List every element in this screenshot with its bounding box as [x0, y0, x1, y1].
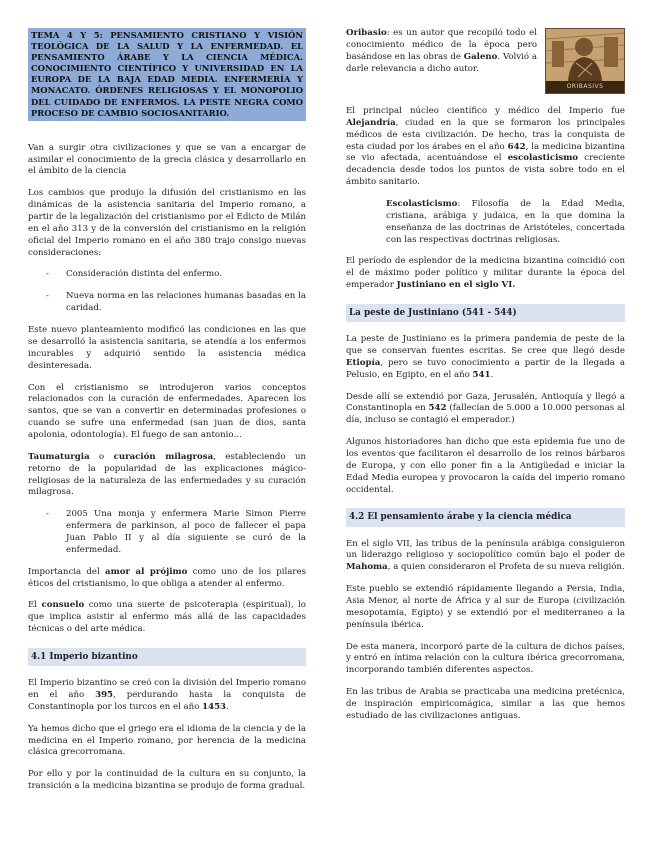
paragraph: Algunos historiadores han dicho que esta epidemia fue uno de los eventos que facilitaron el desarrollo de los reinos bárbaros de Europa, y con ello poner fin a la Antigüedad e iniciar la Edad Media europea y provocaron la caída del imperio romano occidental.	[346, 437, 625, 495]
text-span: , a quien consideraron el Profeta de su nueva religión.	[387, 562, 625, 573]
text-span: La peste de Justiniano es la primera pandemia de peste de la que se conservan fuentes escritas. Se cree que llegó desde	[346, 334, 625, 357]
paragraph: Este nuevo planteamiento modificó las condiciones en las que se desarrolló la asistencia sanitaria, se atendía a los enfermos incurables y adquirió sentido la asistencia médica desinteresada.	[28, 325, 306, 371]
paragraph	[28, 567, 306, 591]
oribasio-block	[346, 28, 625, 94]
bold-term: 395	[95, 689, 114, 700]
text-span: o	[89, 451, 114, 462]
section-heading: 4.2 El pensamiento árabe y la ciencia médica	[346, 508, 625, 526]
text-span: : es un autor que recopiló todo el conocimiento médico de la época pero basándose en las obras de	[346, 28, 537, 62]
text-span: , la medicina bizantina se vio afectada, acentuándose el	[346, 141, 625, 164]
right-column	[346, 28, 625, 733]
paragraph	[28, 600, 306, 636]
definition-paragraph	[386, 199, 625, 246]
paragraph: Con el cristianismo se introdujeron varios conceptos relacionados con la curación de enfermedades. Aparecen los santos, que se van a convertir en determinadas profesiones o cuando se sufre una enfermedad (san juan de dios, santa apolonia, odontología). El fuego de san antonio…	[28, 382, 306, 440]
text-span: : Filosofía de la Edad Media, cristiana, arábiga y judaica, en la que domina la enseñanza de las doctrinas de Aristóteles, concertada con las respectivas doctrinas religiosas.	[386, 199, 625, 245]
text-span: .	[490, 369, 494, 380]
list-item: - Nueva norma en las relaciones humanas basadas en la caridad.	[28, 291, 306, 315]
page-title: TEMA 4 Y 5: PENSAMIENTO CRISTIANO Y VISIÓN TEOLÓGICA DE LA SALUD Y LA ENFERMEDAD. EL PENSAMIENTO ÁRABE Y LA CIENCIA MÉDICA. CONOCIMIENTO CIENTÍFICO Y UNIVERSIDAD EN LA EUROPA DE LA BAJA EDAD MEDIA. ENFERMERÍA Y MONACATO. ÓRDENES RELIGIOSAS Y EL MONOPOLIO DEL CUIDADO DE ENFERMOS. LA PESTE NEGRA COMO PROCESO DE CAMBIO SOCIOSANITARIO.	[28, 28, 306, 121]
list-item: - 2005 Una monja y enfermera Marie Simon Pierre enfermera de parkinson, al poco de fallecer el papa Juan Pablo II y al día siguiente se curó de la enfermedad.	[28, 509, 306, 556]
bold-term: Mahoma	[346, 562, 388, 573]
paragraph	[346, 539, 625, 575]
text-span: como una suerte de psicoterapia (espiritual), lo que implica asistir al enfermo más allá de las capacidades técnicas o del arte médica.	[28, 600, 306, 635]
bold-term: Taumaturgia	[28, 451, 90, 462]
bold-term: consuelo	[41, 600, 85, 611]
text-span: El período de esplendor de la medicina bizantina coincidió con el de máximo poder político y militar durante la época del emperador	[346, 256, 625, 291]
paragraph: Ya hemos dicho que el griego era el idioma de la ciencia y de la medicina en el Imperio romano, por herencia de la medicina clásica grecorromana.	[28, 723, 306, 758]
bold-term: Galeno	[463, 51, 498, 62]
text-span: , pero se tuvo conocimiento a partir de la llegada a Pelusio, en Egipto, en el año	[346, 357, 625, 380]
bold-term: Escolasticismo	[386, 199, 458, 210]
paragraph	[346, 28, 537, 94]
text-span: como uno de los pilares éticos del cristianismo, lo que obliga a atender al enfermo.	[28, 566, 306, 589]
bold-term: 542	[428, 403, 447, 414]
paragraph: De esta manera, incorporó parte de la cultura de dichos países, y entró en íntima relación con la cultura ibérica grecorromana, incorporando también diferentes aspectos.	[346, 641, 625, 676]
bold-term: Alejandría	[346, 117, 396, 128]
text-span: .	[226, 701, 229, 712]
bold-term: Etiopía	[346, 357, 381, 368]
paragraph	[346, 334, 625, 381]
paragraph: Por ello y por la continuidad de la cultura en su conjunto, la transición a la medicina bizantina se produjo de forma gradual.	[28, 769, 306, 792]
section-heading: La peste de Justiniano (541 - 544)	[346, 304, 625, 322]
bold-term: Oribasio	[346, 28, 387, 38]
bold-term: curación milagrosa	[113, 451, 214, 462]
text-span: , estableciendo un retorno de la popularidad de las explicaciones mágico-religiosas de la naturaleza de las enfermedades y su curación milagrosa.	[28, 451, 307, 498]
bullet-list	[28, 269, 306, 315]
paragraph: Los cambios que produjo la difusión del cristianismo en las dinámicas de la asistencia sanitaria del Imperio romano, a partir de la legalización del cristianismo por el Edicto de Milán en el año 313 y de la conversión del cristianismo en la religión oficial del Imperio romano en el año 380 trajo consigo nuevas consideraciones:	[28, 188, 306, 258]
text-span: , perdurando hasta la conquista de Constantinopla por los turcos en el año	[28, 689, 307, 712]
oribasio-portrait-image	[545, 28, 625, 94]
left-column	[28, 28, 306, 803]
text-span: Importancia del	[28, 566, 106, 577]
portrait-caption: ORIBASIVS	[546, 81, 624, 93]
list-item: - Consideración distinta del enfermo.	[28, 269, 306, 281]
paragraph	[28, 678, 306, 714]
text-span: El	[28, 600, 42, 611]
text-span: (fallecían de 5.000 a 10.000 personas al día, incluso se contagió el emperador.)	[346, 403, 625, 426]
paragraph	[346, 106, 625, 189]
bold-term: 541	[472, 369, 491, 380]
section-heading: 4.1 Imperio bizantino	[28, 648, 306, 666]
text-span: El Imperio bizantino se creó con la división del Imperio romano en el año	[28, 678, 306, 700]
portrait-engraving-icon	[546, 29, 624, 81]
bold-term: 642	[507, 141, 526, 152]
paragraph	[28, 452, 306, 499]
bold-term: amor al prójimo	[105, 566, 188, 577]
text-span: En el siglo VII, las tribus de la península arábiga consiguieron un liderazgo religioso y sociopolítico común bajo el poder de	[346, 538, 625, 561]
bold-term: 1453	[202, 701, 227, 712]
text-span: creciente decadencia desde todos los puntos de vista sobre todo en el ámbito sanitario.	[346, 153, 625, 188]
paragraph: Van a surgir otra civilizaciones y que se van a encargar de asimilar el conocimiento de la grecia clásica y desarrollarlo en el ámbito de la ciencia	[28, 142, 306, 177]
text-span: . Volvió a darle relevancia a dicho autor.	[346, 51, 537, 74]
text-span: El principal núcleo científico y médico del Imperio fue	[346, 106, 625, 116]
text-span: , ciudad en la que se formaron los principales médicos de esta civilización. De hecho, tras la conquista de esta ciudad por los árabes en el año	[346, 117, 625, 152]
paragraph	[346, 392, 625, 428]
paragraph: En las tribus de Arabia se practicaba una medicina pretécnica, de inspiración empiricomágica, similar a las que hemos estudiado de las civilizaciones antiguas.	[346, 687, 625, 721]
bold-term: Justiniano en el siglo VI.	[396, 280, 516, 291]
bold-term: escolasticismo	[507, 153, 579, 164]
paragraph	[346, 256, 625, 292]
text-span: Desde allí se extendió por Gaza, Jerusalén, Antioquía y llegó a Constantinopla en	[346, 391, 625, 414]
paragraph: Este pueblo se extendió rápidamente llegando a Persia, India, Asia Menor, al norte de África y al sur de Europa (civilización mesopotamia, Egipto) y se extendió por el mediterraneo a la península ibérica.	[346, 584, 625, 630]
bullet-list	[28, 509, 306, 556]
